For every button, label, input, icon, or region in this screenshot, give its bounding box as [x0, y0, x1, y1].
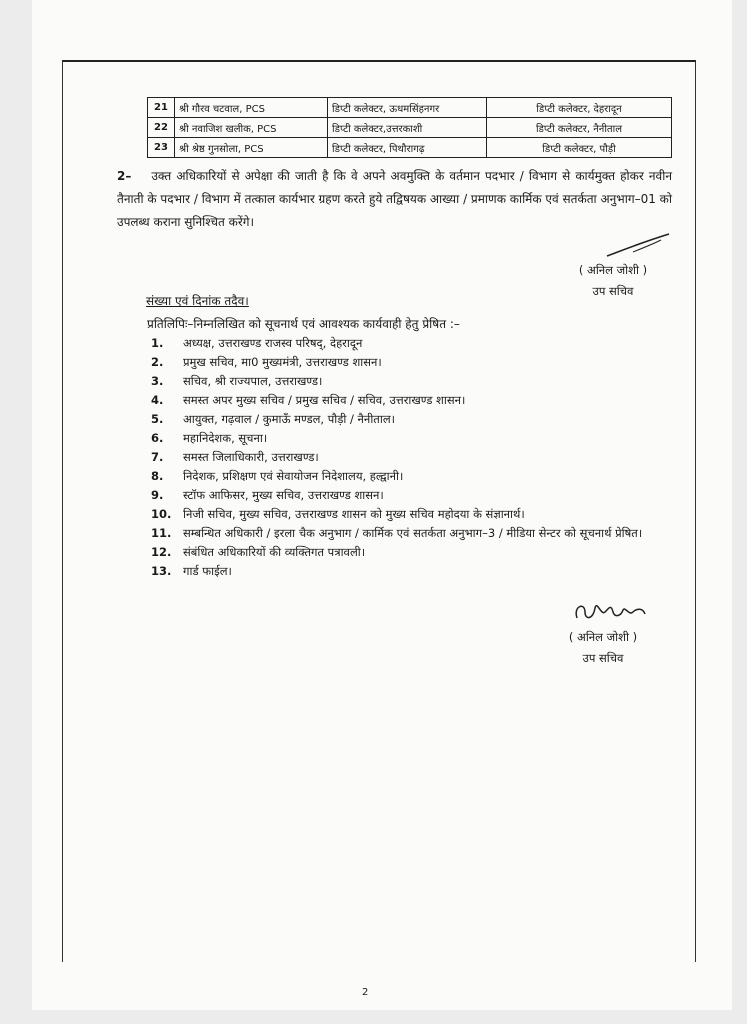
- signatory-name: ( अनिल जोशी ): [578, 263, 648, 277]
- paragraph-number: 2–: [117, 169, 132, 183]
- item-number: 6.: [151, 431, 164, 445]
- list-item: [151, 486, 691, 505]
- item-number: 12.: [151, 545, 172, 559]
- item-text: महानिदेशक, सूचना।: [183, 431, 268, 445]
- list-item: [151, 353, 691, 372]
- new-posting: डिप्टी कलेक्टर, देहरादून: [487, 98, 672, 118]
- item-number: 2.: [151, 355, 164, 369]
- list-item: [151, 410, 691, 429]
- list-item: [151, 372, 691, 391]
- signatory-designation: उप सचिव: [582, 651, 624, 665]
- item-number: 11.: [151, 526, 172, 540]
- item-text: आयुक्त, गढ़वाल / कुमाऊँ मण्डल, पौड़ी / नैनीताल।: [183, 412, 395, 426]
- item-text: निदेशक, प्रशिक्षण एवं सेवायोजन निदेशालय, हल्द्वानी।: [183, 469, 404, 483]
- paragraph-text: उक्त अधिकारियों से अपेक्षा की जाती है कि वे अपने अवमुक्ति के वर्तमान पदभार / विभाग से कार्यमुक्त होकर नवीन तैनाती के पदभार / विभाग में तत्काल कार्यभार ग्रहण करते हुये तद्विषयक आख्या / प्रमाणक कार्मिक एवं सतर्कता अनुभाग–01 को उपलब्ध कराना सुनिश्चित करेंगे।: [117, 169, 672, 229]
- item-text: समस्त अपर मुख्य सचिव / प्रमुख सचिव / सचिव, उत्तराखण्ड शासन।: [183, 393, 466, 407]
- page-border: [62, 60, 696, 962]
- item-number: 3.: [151, 374, 164, 388]
- table-row: [148, 118, 672, 138]
- item-text: निजी सचिव, मुख्य सचिव, उत्तराखण्ड शासन को मुख्य सचिव महोदया के संज्ञानार्थ।: [183, 507, 525, 521]
- item-number: 8.: [151, 469, 164, 483]
- item-number: 7.: [151, 450, 164, 464]
- item-text: सचिव, श्री राज्यपाल, उत्तराखण्ड।: [183, 374, 323, 388]
- item-text: गार्ड फाईल।: [183, 564, 232, 578]
- item-text: समस्त जिलाधिकारी, उत्तराखण्ड।: [183, 450, 319, 464]
- officer-name: श्री श्रेष्ठ गुनसोला, PCS: [175, 138, 328, 158]
- item-text: अध्यक्ष, उत्तराखण्ड राजस्व परिषद्, देहरादून: [183, 336, 363, 350]
- signature-block: [553, 260, 673, 302]
- document-page: [32, 0, 732, 1010]
- item-text: सम्बन्धित अधिकारी / इरला चैक अनुभाग / कार्मिक एवं सतर्कता अनुभाग–3 / मीडिया सेन्टर को सूचनार्थ प्रेषित।: [183, 526, 643, 540]
- list-item: [151, 562, 691, 581]
- list-item: [151, 391, 691, 410]
- copy-to-heading: प्रतिलिपिः–निम्नलिखित को सूचनार्थ एवं आवश्यक कार्यवाही हेतु प्रेषित :–: [147, 317, 460, 331]
- list-item: [151, 429, 691, 448]
- item-number: 4.: [151, 393, 164, 407]
- signature-scribble: [571, 598, 651, 628]
- new-posting: डिप्टी कलेक्टर, पौड़ी: [487, 138, 672, 158]
- list-item: [151, 543, 691, 562]
- new-posting: डिप्टी कलेक्टर, नैनीताल: [487, 118, 672, 138]
- officer-name: श्री गौरव चटवाल, PCS: [175, 98, 328, 118]
- current-posting: डिप्टी कलेक्टर, पिथौरागढ़: [328, 138, 487, 158]
- list-item: [151, 524, 691, 543]
- current-posting: डिप्टी कलेक्टर, ऊधमसिंहनगर: [328, 98, 487, 118]
- list-item: [151, 505, 691, 524]
- item-text: स्टॉफ आफिसर, मुख्य सचिव, उत्तराखण्ड शासन।: [183, 488, 384, 502]
- item-number: 13.: [151, 564, 172, 578]
- current-posting: डिप्टी कलेक्टर,उत्तरकाशी: [328, 118, 487, 138]
- officer-transfer-table: [147, 97, 672, 158]
- officer-name: श्री नवाजिश खलीक, PCS: [175, 118, 328, 138]
- list-item: [151, 448, 691, 467]
- item-text: प्रमुख सचिव, मा0 मुख्यमंत्री, उत्तराखण्ड शासन।: [183, 355, 382, 369]
- item-number: 10.: [151, 507, 172, 521]
- signature-block: [543, 627, 663, 669]
- signature-scribble: [603, 232, 675, 260]
- item-text: संबंधित अधिकारियों की व्यक्तिगत पत्रावली।: [183, 545, 366, 559]
- signatory-name: ( अनिल जोशी ): [568, 630, 638, 644]
- signatory-designation: उप सचिव: [592, 284, 634, 298]
- list-item: [151, 467, 691, 486]
- list-item: [151, 334, 691, 353]
- table-row: [148, 138, 672, 158]
- reference-line: संख्या एवं दिनांक तदैव।: [146, 294, 249, 308]
- serial-number: 22: [148, 118, 175, 138]
- serial-number: 21: [148, 98, 175, 118]
- item-number: 1.: [151, 336, 164, 350]
- page-number: 2: [362, 987, 369, 998]
- table-row: [148, 98, 672, 118]
- item-number: 9.: [151, 488, 164, 502]
- item-number: 5.: [151, 412, 164, 426]
- instruction-paragraph: [117, 165, 672, 234]
- serial-number: 23: [148, 138, 175, 158]
- copy-to-list: [151, 334, 691, 581]
